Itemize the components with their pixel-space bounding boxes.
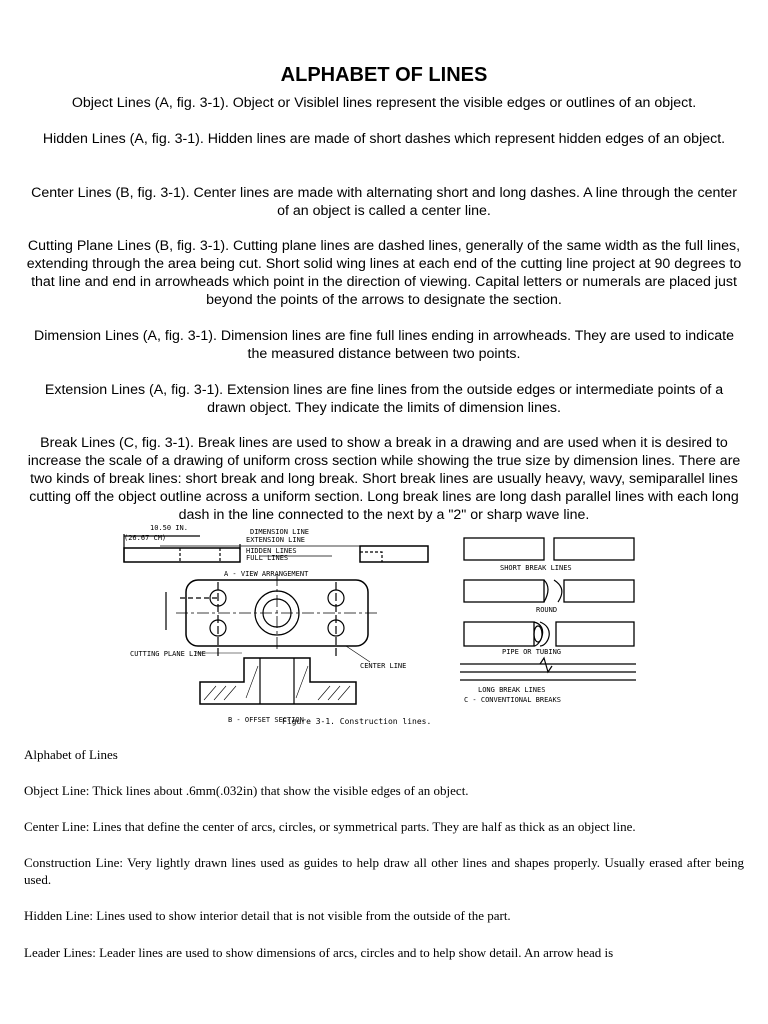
page-title: ALPHABET OF LINES (280, 64, 488, 86)
item-leader-lines: Leader Lines: Leader lines are used to show dimensions of arcs, circles and to help show detail. An arrow head is (24, 945, 614, 960)
fig-label-pipe: PIPE OR TUBING (502, 648, 562, 656)
item-center-line: Center Line: Lines that define the center of arcs, circles, or symmetrical parts. They are half as thick as an object line. (24, 819, 636, 834)
fig-label-cutting-plane: CUTTING PLANE LINE (130, 650, 206, 658)
fig-label-dim-in: 10.50 IN. (150, 524, 188, 532)
fig-label-extension-line: EXTENSION LINE (246, 536, 306, 544)
fig-label-short-break: SHORT BREAK LINES (500, 564, 572, 572)
paragraph-object-lines: Object Lines (A, fig. 3-1). Object or Visiblel lines represent the visible edges or outlines of an object. (71, 95, 697, 111)
paragraph-hidden-lines: Hidden Lines (A, fig. 3-1). Hidden lines are made of short dashes which represent hidden edges of an object. (42, 131, 726, 147)
fig-label-full-lines: FULL LINES (246, 554, 289, 562)
fig-label-round: ROUND (536, 606, 558, 614)
fig-label-long-break: LONG BREAK LINES (478, 686, 546, 694)
figure-caption: Figure 3-1. Construction lines. (282, 717, 432, 726)
paragraph-dimension-lines: Dimension Lines (A, fig. 3-1). Dimension lines are fine full lines ending in arrowheads. They are used to indicate the measured distance between two points. (33, 328, 735, 362)
fig-label-view-c: C - CONVENTIONAL BREAKS (464, 696, 561, 704)
paragraph-break-lines: Break Lines (C, fig. 3-1). Break lines are used to show a break in a drawing and are used when it is desired to increase the scale of a drawing of uniform cross section while showing the true size by dimension lines. There are two kinds of break lines: short break and long break. Short break lines are usually heavy, wavy, semiparallel lines cutting off the object outline across a uniform section. Long break lines are long dash parallel lines with each long dash in the line connected to the next by a "2" or sharp wave line. (27, 435, 741, 523)
section-heading-alphabet: Alphabet of Lines (24, 747, 118, 762)
fig-label-dim-cm: (26.67 CM) (124, 534, 167, 542)
paragraph-cutting-plane-lines: Cutting Plane Lines (B, fig. 3-1). Cutting plane lines are dashed lines, generally of the same width as the full lines, extending through the area being cut. Short solid wing lines at each end of the cutting line project at 90 degrees to that line and end in arrowheads which point in the direction of viewing. Capital letters or numerals are placed just beyond the points of the arrows to designate the section. (26, 238, 742, 308)
fig-label-center-line: CENTER LINE (360, 662, 407, 670)
fig-label-hidden-lines: HIDDEN LINES (246, 547, 297, 555)
item-hidden-line: Hidden Line: Lines used to show interior detail that is not visible from the outside of the part. (24, 908, 511, 923)
construction-lines-figure (120, 522, 640, 730)
paragraph-center-lines: Center Lines (B, fig. 3-1). Center lines are made with alternating short and long dashes. A line through the center of an object is called a center line. (31, 185, 737, 219)
fig-label-view-a: A - VIEW ARRANGEMENT (224, 570, 309, 578)
item-object-line: Object Line: Thick lines about .6mm(.032in) that show the visible edges of an object. (24, 783, 469, 798)
fig-label-view-b: B - OFFSET SECTION (228, 716, 304, 724)
item-construction-line: Construction Line: Very lightly drawn lines used as guides to help draw all other lines and shapes properly. Usually erased after being used. (24, 855, 744, 887)
fig-label-dimension-line: DIMENSION LINE (250, 528, 310, 536)
paragraph-extension-lines: Extension Lines (A, fig. 3-1). Extension lines are fine lines from the outside edges or intermediate points of a drawn object. They indicate the limits of dimension lines. (44, 382, 724, 416)
